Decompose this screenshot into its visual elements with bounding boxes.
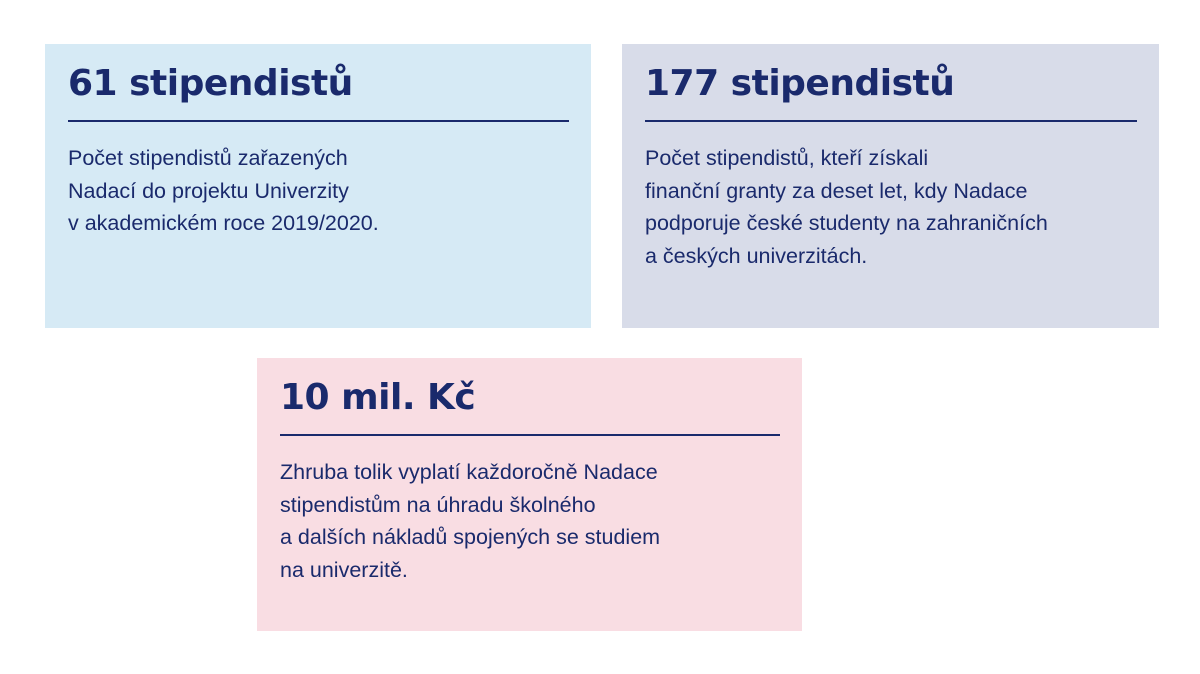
description-line: Nadací do projektu Univerzity (68, 178, 349, 203)
description-line: v akademickém roce 2019/2020. (68, 211, 379, 235)
description-line: Počet stipendistů zařazených (68, 146, 348, 170)
description-line: stipendistům na úhradu školného (280, 492, 596, 517)
stat-card-scholars-2019 (45, 44, 591, 328)
description-line: finanční granty za deset let, kdy Nadace (645, 178, 1028, 203)
stat-card-scholars-total (622, 44, 1159, 328)
description-line: Zhruba tolik vyplatí každoročně Nadace (280, 460, 658, 484)
stat-card-title: 61 stipendistů (68, 66, 569, 122)
stat-card-description (645, 142, 1137, 272)
description-line: na univerzitě. (280, 557, 408, 582)
stat-card-title: 10 mil. Kč (280, 380, 780, 436)
description-line: Počet stipendistů, kteří získali (645, 146, 929, 170)
stat-card-description (68, 142, 569, 240)
stat-card-title: 177 stipendistů (645, 66, 1137, 122)
description-line: a dalších nákladů spojených se studiem (280, 525, 661, 549)
stat-card-description (280, 456, 780, 586)
description-line: podporuje české studenty na zahraničních (645, 211, 1048, 235)
stat-card-annual-funding (257, 358, 802, 631)
description-line: a českých univerzitách. (645, 243, 868, 268)
